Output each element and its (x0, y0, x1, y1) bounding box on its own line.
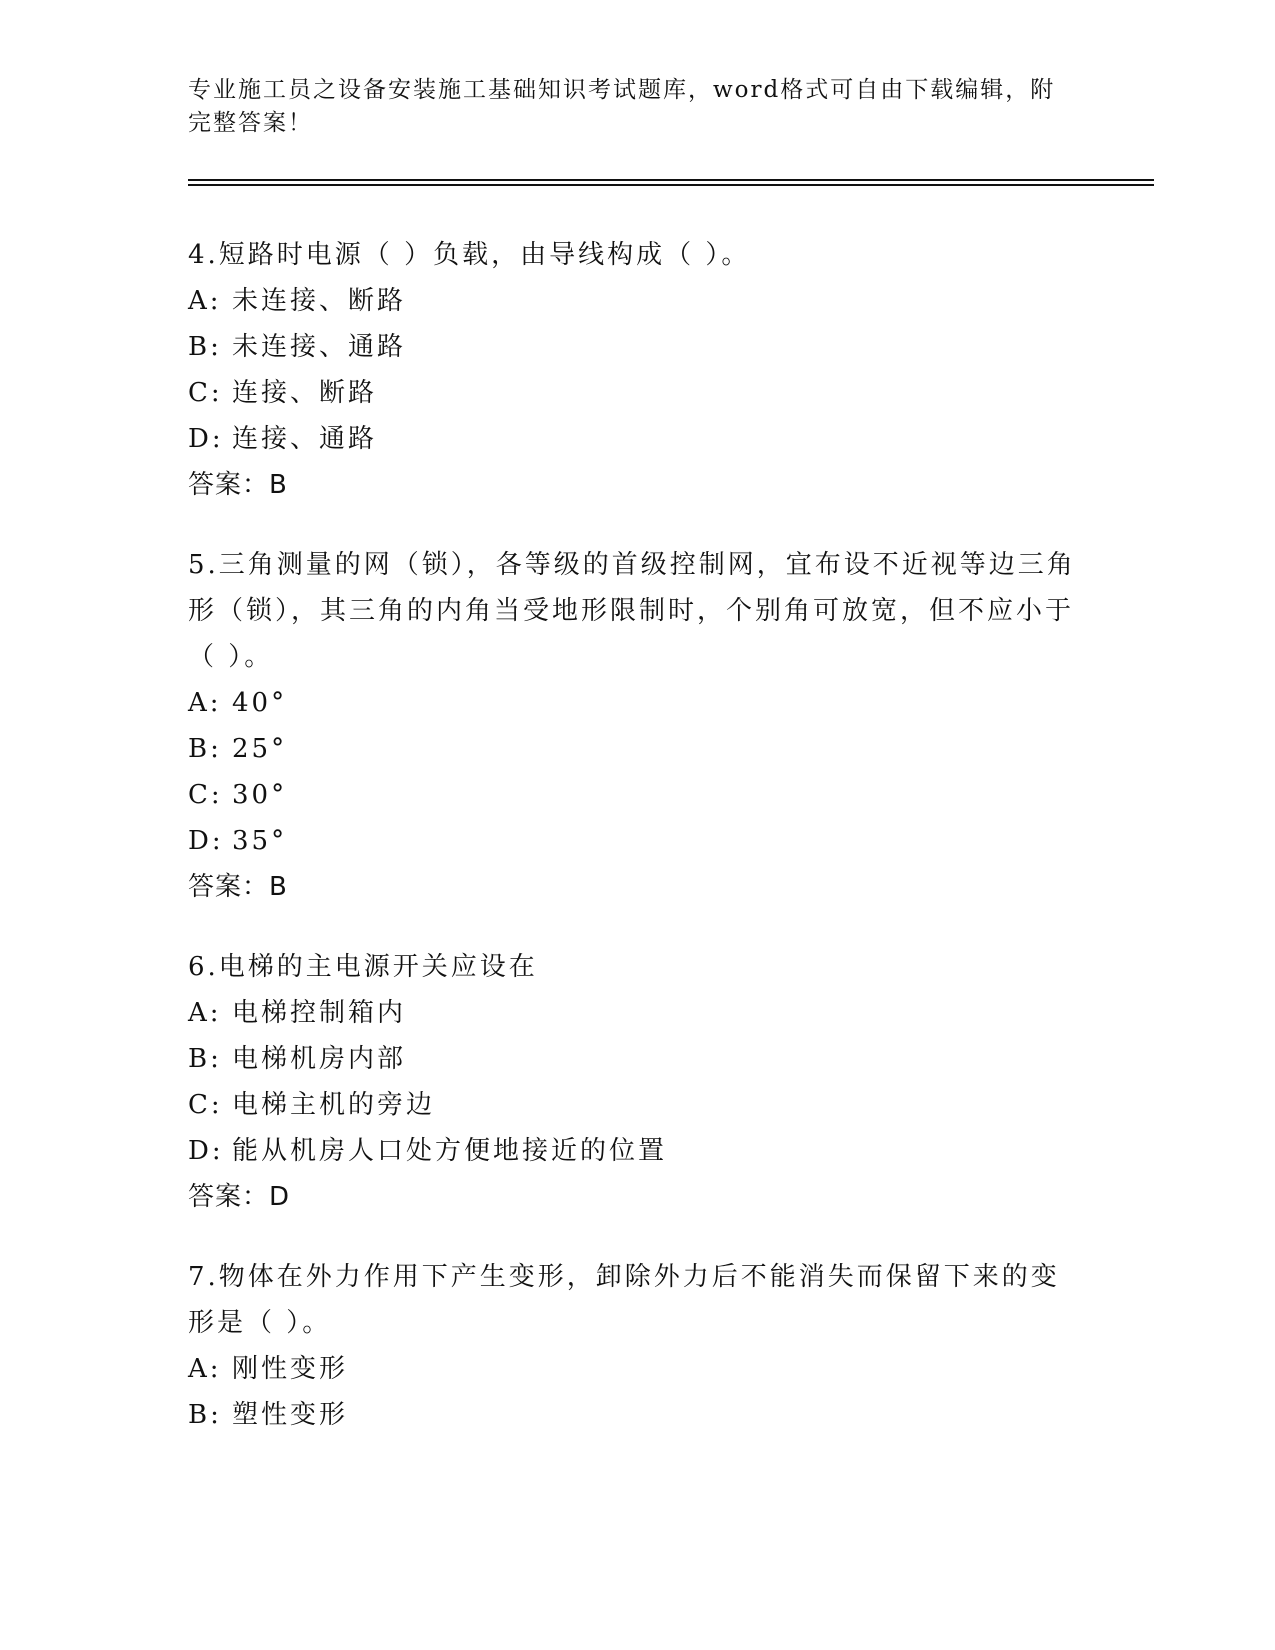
option-d (188, 1128, 1088, 1174)
option-a (188, 990, 1088, 1036)
option-c (188, 370, 1088, 416)
option-b (188, 726, 1088, 772)
option-b (188, 1036, 1088, 1082)
option-letter: A: (188, 1354, 222, 1384)
answer-line: 答案：B (188, 470, 288, 500)
option-a (188, 1346, 1088, 1392)
option-letter: C: (188, 378, 223, 408)
option-letter: A: (188, 998, 222, 1028)
option-a (188, 278, 1088, 324)
document-header: 专业施工员之设备安装施工基础知识考试题库，word格式可自由下载编辑，附完整答案！ (188, 77, 1056, 136)
option-a (188, 680, 1088, 726)
option-letter: C: (188, 780, 223, 810)
option-text: 25° (232, 734, 288, 764)
option-text: 连接、断路 (232, 378, 378, 408)
option-letter: B: (188, 332, 222, 362)
option-text: 刚性变形 (232, 1354, 349, 1384)
option-text: 电梯主机的旁边 (232, 1090, 436, 1120)
option-text: 未连接、断路 (232, 286, 407, 316)
header-divider-bottom (188, 184, 1154, 186)
question-6 (188, 944, 1088, 1220)
question-list (188, 232, 1088, 1472)
option-text: 未连接、通路 (232, 332, 407, 362)
option-letter: A: (188, 688, 222, 718)
header-divider-top (188, 179, 1154, 181)
answer-line: 答案：B (188, 872, 288, 902)
option-c (188, 1082, 1088, 1128)
option-text: 电梯机房内部 (232, 1044, 407, 1074)
option-letter: A: (188, 286, 222, 316)
option-d (188, 416, 1088, 462)
option-b (188, 324, 1088, 370)
option-text: 40° (232, 688, 288, 718)
question-stem: 6.电梯的主电源开关应设在 (188, 952, 538, 982)
option-letter: C: (188, 1090, 223, 1120)
option-letter: B: (188, 734, 222, 764)
option-letter: B: (188, 1400, 222, 1430)
option-text: 电梯控制箱内 (232, 998, 407, 1028)
option-letter: D: (188, 1136, 224, 1166)
answer-line: 答案：D (188, 1182, 291, 1212)
question-stem: 4.短路时电源（ ）负载，由导线构成（ ）。 (188, 240, 751, 270)
option-text: 30° (232, 780, 288, 810)
question-7 (188, 1254, 1088, 1438)
option-letter: D: (188, 826, 224, 856)
option-text: 塑性变形 (232, 1400, 349, 1430)
option-text: 连接、通路 (232, 424, 378, 454)
option-c (188, 772, 1088, 818)
question-4 (188, 232, 1088, 508)
option-text: 能从机房人口处方便地接近的位置 (232, 1136, 668, 1166)
question-stem: 5.三角测量的网（锁），各等级的首级控制网，宜布设不近视等边三角形（锁），其三角的内角当受地形限制时，个别角可放宽，但不应小于（ ）。 (188, 550, 1076, 672)
option-letter: B: (188, 1044, 222, 1074)
option-letter: D: (188, 424, 224, 454)
question-5 (188, 542, 1088, 910)
option-b (188, 1392, 1088, 1438)
option-text: 35° (232, 826, 288, 856)
question-stem: 7.物体在外力作用下产生变形，卸除外力后不能消失而保留下来的变形是（ ）。 (188, 1262, 1060, 1338)
option-d (188, 818, 1088, 864)
